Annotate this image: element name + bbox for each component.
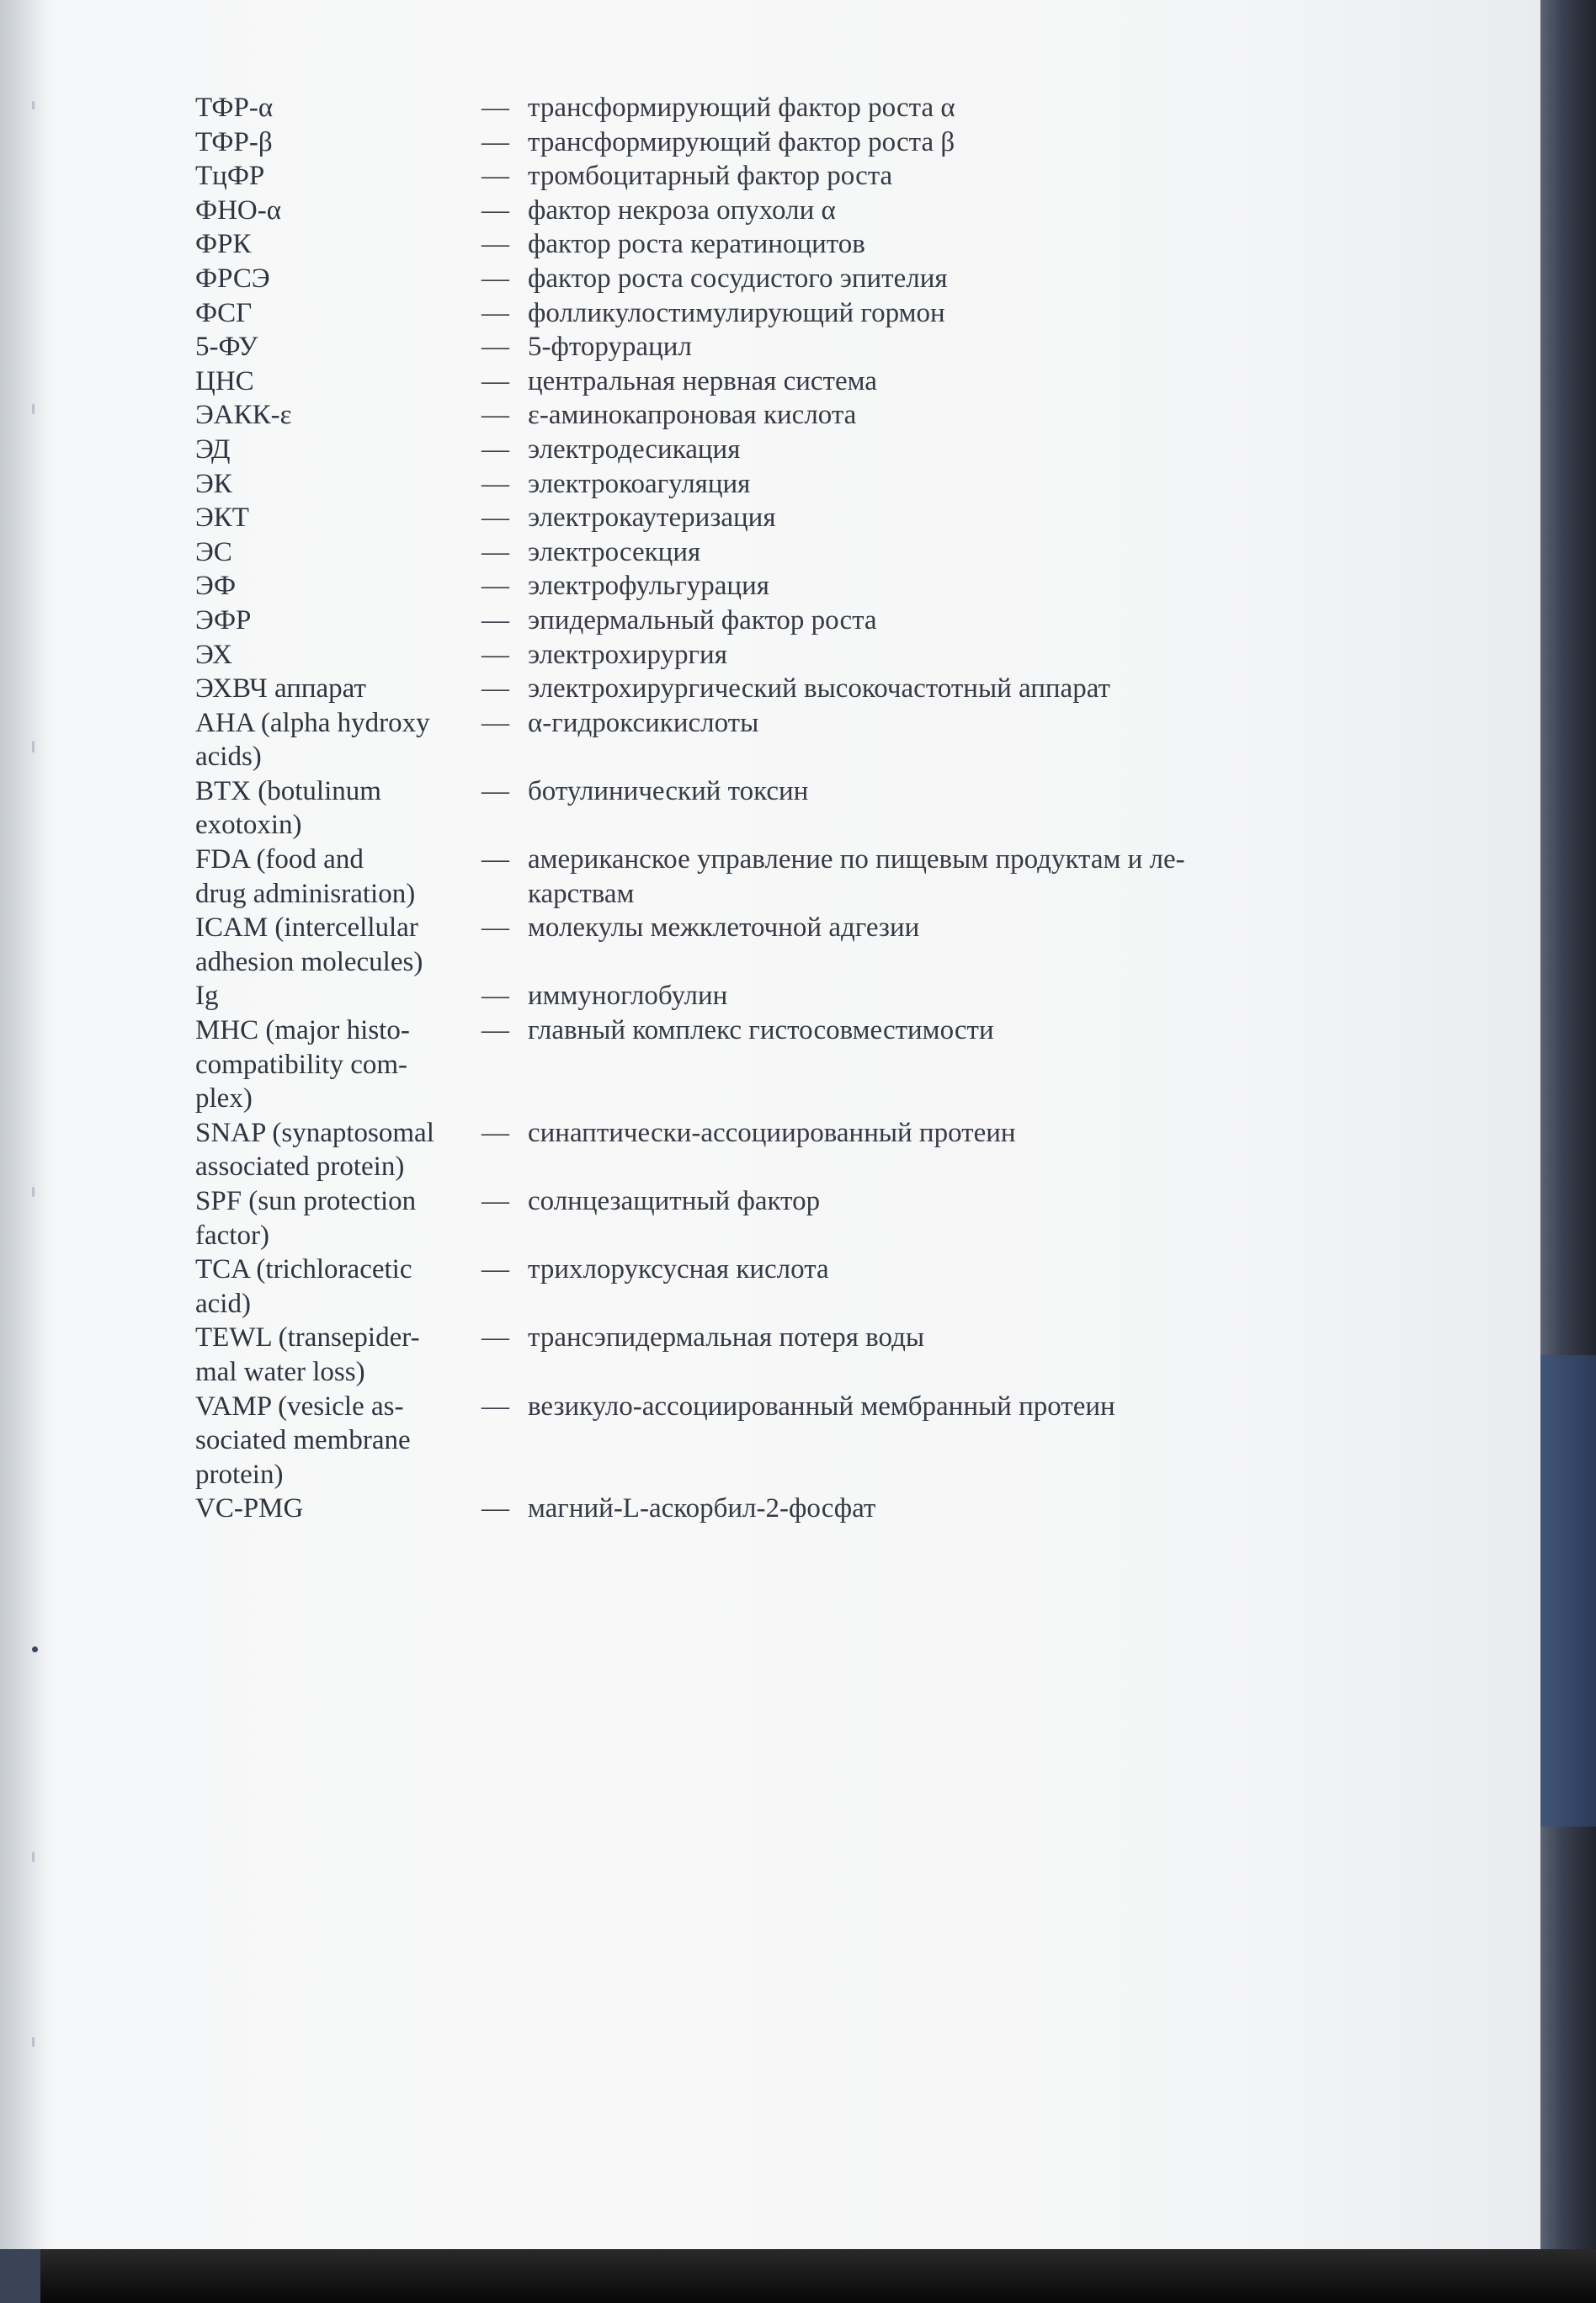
abbreviation-term-line: BTX (botulinum — [195, 775, 381, 806]
abbreviation-row — [195, 638, 1357, 673]
abbreviation-row — [195, 1184, 1357, 1253]
abbreviation-row — [195, 1492, 1357, 1526]
abbreviation-definition-line: трихлоруксусная кислота — [528, 1254, 829, 1285]
margin-mark — [32, 1187, 35, 1197]
abbreviation-term — [195, 364, 481, 399]
abbreviation-term-line: ЭАКК-ε — [195, 400, 292, 431]
abbreviation-term — [195, 1184, 481, 1253]
abbreviation-definition-line: электросекция — [528, 536, 701, 567]
abbreviation-row — [195, 672, 1357, 706]
abbreviation-term-line: compatibility com- — [195, 1049, 408, 1080]
entry-dash: — — [481, 1117, 509, 1148]
abbreviation-term-line: ФРСЭ — [195, 263, 270, 294]
abbreviation-definition-line: солнцезащитный фактор — [528, 1186, 821, 1216]
abbreviation-row — [195, 398, 1357, 433]
abbreviation-row — [195, 194, 1357, 228]
abbreviation-definition — [528, 194, 1357, 228]
abbreviation-definition-line: фактор роста кератиноцитов — [528, 229, 865, 260]
abbreviation-row — [195, 125, 1357, 160]
abbreviation-definition — [528, 638, 1357, 673]
abbreviation-definition — [528, 604, 1357, 638]
abbreviation-term — [195, 638, 481, 673]
abbreviation-term — [195, 125, 481, 160]
abbreviation-term-line: 5-ФУ — [195, 332, 258, 363]
abbreviation-term-line: TCA (trichloracetic — [195, 1254, 412, 1285]
abbreviation-term — [195, 774, 481, 843]
abbreviation-definition-line: трансэпидермальная потеря воды — [528, 1322, 925, 1354]
abbreviation-row — [195, 979, 1357, 1013]
abbreviation-term-line: ФНО-α — [195, 194, 282, 226]
abbreviation-row — [195, 1013, 1357, 1116]
entry-dash: — — [481, 194, 509, 226]
abbreviation-definition-line: фолликулостимулирующий гормон — [528, 297, 945, 328]
abbreviation-definition-line: ε-аминокапроновая кислота — [528, 400, 857, 431]
abbreviation-term — [195, 262, 481, 296]
abbreviation-term-line: sociated membrane — [195, 1425, 411, 1456]
abbreviation-term — [195, 1492, 481, 1526]
abbreviation-term — [195, 159, 481, 194]
abbreviation-term-line: ТцФР — [195, 161, 265, 192]
abbreviation-definition-line: α-гидроксикислоты — [528, 707, 759, 738]
abbreviation-term-line: AHA (alpha hydroxy — [195, 707, 430, 738]
entry-dash: — — [481, 400, 509, 431]
entry-dash: — — [481, 503, 509, 534]
abbreviation-definition — [528, 296, 1357, 331]
entry-dash: — — [481, 126, 509, 157]
abbreviation-definition — [528, 1390, 1357, 1424]
abbreviation-term-line: ICAM (intercellular — [195, 912, 418, 944]
entry-dash: — — [481, 1391, 509, 1422]
abbreviation-term-line: drug adminisration) — [195, 878, 416, 909]
entry-dash: — — [481, 639, 509, 670]
abbreviation-definition-line: трансформирующий фактор роста β — [528, 126, 955, 157]
abbreviation-definition-line: молекулы межклеточной адгезии — [528, 912, 920, 944]
abbreviation-definition — [528, 979, 1357, 1013]
abbreviation-definition-line: тромбоцитарный фактор роста — [528, 161, 893, 192]
entry-dash: — — [481, 912, 509, 944]
abbreviation-row — [195, 262, 1357, 296]
abbreviation-row — [195, 364, 1357, 399]
abbreviation-definition — [528, 535, 1357, 570]
entry-dash: — — [481, 263, 509, 294]
abbreviation-list — [195, 91, 1357, 1526]
abbreviation-definition-line: фактор некроза опухоли α — [528, 194, 836, 226]
entry-dash: — — [481, 536, 509, 567]
entry-dash: — — [481, 673, 509, 705]
abbreviation-row — [195, 911, 1357, 979]
abbreviation-term-line: SPF (sun protection — [195, 1186, 417, 1216]
abbreviation-term-line: ТФР-β — [195, 126, 273, 157]
abbreviation-definition — [528, 706, 1357, 741]
abbreviation-row — [195, 91, 1357, 125]
abbreviation-definition-line: везикуло-ассоциированный мембранный протеин — [528, 1391, 1115, 1422]
abbreviation-row — [195, 501, 1357, 535]
abbreviation-term-line: factor) — [195, 1220, 269, 1251]
abbreviation-row — [195, 159, 1357, 194]
abbreviation-term — [195, 467, 481, 502]
abbreviation-term-line: FDA (food and — [195, 844, 364, 875]
entry-dash: — — [481, 1015, 509, 1046]
abbreviation-term — [195, 91, 481, 125]
entry-dash: — — [481, 1322, 509, 1354]
abbreviation-definition — [528, 911, 1357, 945]
abbreviation-row — [195, 467, 1357, 502]
abbreviation-term-line: VAMP (vesicle as- — [195, 1391, 404, 1422]
abbreviation-definition-line: трансформирующий фактор роста α — [528, 93, 955, 123]
abbreviation-term — [195, 1253, 481, 1321]
abbreviation-definition-line: электрокоагуляция — [528, 468, 751, 499]
entry-dash: — — [481, 775, 509, 806]
entry-dash: — — [481, 571, 509, 602]
entry-dash: — — [481, 161, 509, 192]
abbreviation-definition-line: электрофульгурация — [528, 571, 769, 602]
abbreviation-term-line: exotoxin) — [195, 810, 302, 841]
abbreviation-row — [195, 1116, 1357, 1184]
abbreviation-term — [195, 398, 481, 433]
abbreviation-term — [195, 501, 481, 535]
abbreviation-term-line: ЭХ — [195, 639, 232, 670]
abbreviation-row — [195, 774, 1357, 843]
abbreviation-term-line: SNAP (synaptosomal — [195, 1117, 434, 1148]
abbreviation-term — [195, 1116, 481, 1184]
margin-mark — [32, 2037, 35, 2047]
page-bottom-edge — [0, 2249, 1596, 2303]
abbreviation-definition — [528, 330, 1357, 364]
abbreviation-row — [195, 569, 1357, 604]
abbreviation-definition — [528, 125, 1357, 160]
abbreviation-term-line: ФРК — [195, 229, 252, 260]
abbreviation-term — [195, 1390, 481, 1492]
bottom-corner — [0, 2249, 40, 2303]
abbreviation-definition — [528, 1116, 1357, 1151]
abbreviation-term — [195, 911, 481, 979]
abbreviation-definition — [528, 364, 1357, 399]
abbreviation-definition-line: центральная нервная система — [528, 365, 877, 396]
entry-dash: — — [481, 297, 509, 328]
abbreviation-definition-line: главный комплекс гистосовместимости — [528, 1015, 994, 1046]
abbreviation-definition — [528, 1184, 1357, 1219]
abbreviation-term-line: ФСГ — [195, 297, 253, 328]
abbreviation-term-line: plex) — [195, 1083, 253, 1114]
abbreviation-definition-line: электрокаутеризация — [528, 503, 776, 534]
abbreviation-term-line: Ig — [195, 981, 219, 1012]
abbreviation-definition — [528, 398, 1357, 433]
abbreviation-term-line: acids) — [195, 742, 262, 773]
entry-dash: — — [481, 981, 509, 1012]
abbreviation-definition-line: электрохирургия — [528, 639, 727, 670]
abbreviation-definition-line: электрохирургический высокочастотный аппарат — [528, 673, 1110, 705]
abbreviation-term-line: MHC (major histo- — [195, 1015, 410, 1046]
abbreviation-term — [195, 979, 481, 1013]
abbreviation-term-line: ЭФР — [195, 604, 252, 636]
abbreviation-row — [195, 1321, 1357, 1389]
margin-bullet — [32, 1646, 38, 1652]
abbreviation-row — [195, 296, 1357, 331]
abbreviation-term-line: associated protein) — [195, 1152, 405, 1183]
abbreviation-definition — [528, 159, 1357, 194]
abbreviation-definition-line: карствам — [528, 878, 635, 909]
abbreviation-term-line: VC-PMG — [195, 1493, 304, 1524]
abbreviation-term — [195, 604, 481, 638]
abbreviation-term-line: adhesion molecules) — [195, 946, 423, 977]
entry-dash: — — [481, 332, 509, 363]
abbreviation-term — [195, 535, 481, 570]
abbreviation-definition — [528, 774, 1357, 809]
abbreviation-term — [195, 194, 481, 228]
abbreviation-term — [195, 569, 481, 604]
abbreviation-definition-line: электродесикация — [528, 433, 741, 465]
abbreviation-definition-line: ботулинический токсин — [528, 775, 809, 806]
abbreviation-row — [195, 535, 1357, 570]
entry-dash: — — [481, 365, 509, 396]
abbreviation-term-line: ЦНС — [195, 365, 254, 396]
abbreviation-row — [195, 433, 1357, 467]
abbreviation-definition — [528, 1492, 1357, 1526]
abbreviation-term-line: ТФР-α — [195, 93, 274, 123]
margin-mark — [32, 741, 35, 753]
abbreviation-row — [195, 706, 1357, 774]
abbreviation-term-line: mal water loss) — [195, 1356, 365, 1387]
abbreviation-term-line: ЭХВЧ аппарат — [195, 673, 366, 705]
margin-mark — [32, 1852, 35, 1862]
abbreviation-definition — [528, 843, 1357, 911]
abbreviation-term — [195, 706, 481, 774]
abbreviation-term — [195, 296, 481, 331]
entry-dash: — — [481, 1254, 509, 1285]
entry-dash: — — [481, 707, 509, 738]
abbreviation-definition — [528, 433, 1357, 467]
abbreviation-definition-line: магний-L-аскорбил-2-фосфат — [528, 1493, 876, 1524]
abbreviation-term — [195, 433, 481, 467]
abbreviation-term — [195, 330, 481, 364]
abbreviation-term — [195, 1321, 481, 1389]
abbreviation-definition — [528, 1321, 1357, 1355]
abbreviation-definition — [528, 1253, 1357, 1287]
abbreviation-definition — [528, 569, 1357, 604]
abbreviation-definition-line: эпидермальный фактор роста — [528, 604, 877, 636]
abbreviation-term — [195, 1013, 481, 1116]
entry-dash: — — [481, 93, 509, 123]
abbreviation-definition-line: иммуноглобулин — [528, 981, 728, 1012]
abbreviation-term — [195, 843, 481, 911]
entry-dash: — — [481, 229, 509, 260]
abbreviation-row — [195, 604, 1357, 638]
abbreviation-row — [195, 227, 1357, 262]
abbreviation-term-line: ЭФ — [195, 571, 237, 602]
abbreviation-definition — [528, 91, 1357, 125]
entry-dash: — — [481, 1186, 509, 1216]
margin-mark — [32, 404, 35, 414]
entry-dash: — — [481, 468, 509, 499]
entry-dash: — — [481, 604, 509, 636]
abbreviation-definition — [528, 672, 1357, 706]
abbreviation-definition — [528, 501, 1357, 535]
abbreviation-term-line: ЭКТ — [195, 503, 249, 534]
abbreviation-row — [195, 843, 1357, 911]
abbreviation-term-line: protein) — [195, 1459, 284, 1490]
abbreviation-definition — [528, 467, 1357, 502]
abbreviation-term-line: acid) — [195, 1288, 251, 1319]
abbreviation-definition-line: фактор роста сосудистого эпителия — [528, 263, 948, 294]
abbreviation-definition — [528, 1013, 1357, 1048]
abbreviation-term — [195, 227, 481, 262]
cover-edge — [1540, 1355, 1596, 1827]
abbreviation-term — [195, 672, 481, 706]
entry-dash: — — [481, 433, 509, 465]
spine-shadow — [0, 0, 51, 2249]
abbreviation-definition-line: 5-фторурацил — [528, 332, 692, 363]
abbreviation-term-line: ЭК — [195, 468, 232, 499]
abbreviation-term-line: ЭД — [195, 433, 231, 465]
abbreviation-term-line: ЭС — [195, 536, 232, 567]
abbreviation-definition — [528, 227, 1357, 262]
abbreviation-definition — [528, 262, 1357, 296]
entry-dash: — — [481, 1493, 509, 1524]
abbreviation-term-line: TEWL (transepider- — [195, 1322, 420, 1354]
abbreviation-definition-line: синаптически-ассоциированный протеин — [528, 1117, 1016, 1148]
abbreviation-row — [195, 330, 1357, 364]
entry-dash: — — [481, 844, 509, 875]
page-right-edge — [1540, 0, 1596, 2303]
margin-mark — [32, 101, 35, 109]
abbreviation-row — [195, 1253, 1357, 1321]
abbreviation-definition-line: американское управление по пищевым продуктам и ле- — [528, 844, 1185, 875]
abbreviation-row — [195, 1390, 1357, 1492]
